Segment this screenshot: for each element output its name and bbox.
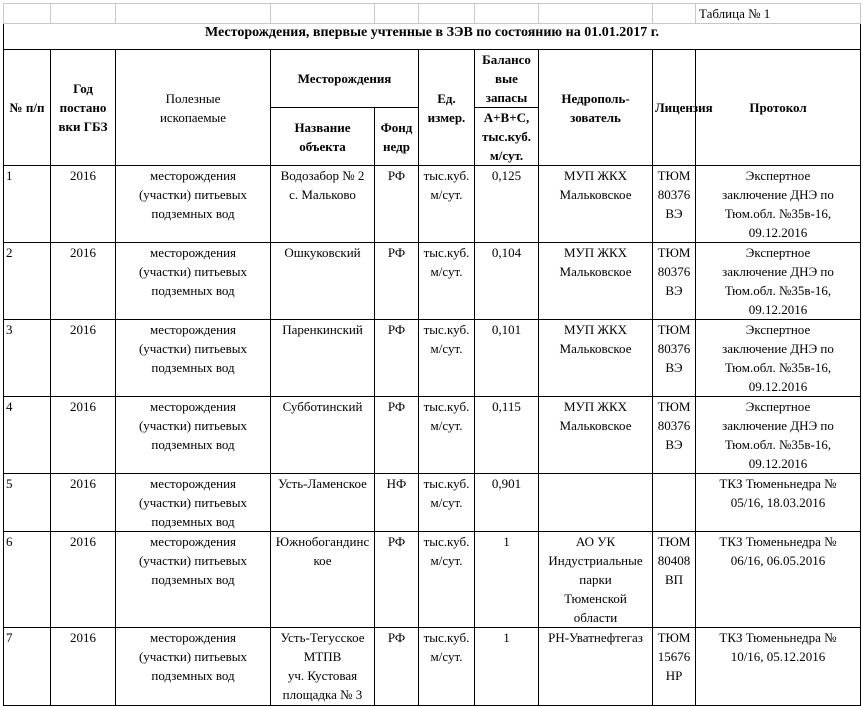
row-mineral: месторождения (участки) питьевых подземных вод bbox=[116, 628, 271, 706]
row-license: ТЮМ 80408 ВП bbox=[653, 532, 696, 628]
row-mineral: месторождения (участки) питьевых подземных вод bbox=[116, 243, 271, 320]
row-year: 2016 bbox=[51, 243, 116, 320]
row-year: 2016 bbox=[51, 166, 116, 243]
row-fund: НФ bbox=[375, 474, 419, 532]
title-row bbox=[4, 24, 861, 50]
row-reserves: 1 bbox=[475, 532, 539, 628]
table-row bbox=[4, 243, 861, 320]
table-row bbox=[4, 532, 861, 628]
header-reserves-sub: А+В+С, тыс.куб. м/сут. bbox=[475, 108, 539, 166]
row-protocol: Экспертное заключение ДНЭ по Тюм.обл. №35в-16, 09.12.2016 bbox=[696, 243, 861, 320]
row-unit: тыс.куб. м/сут. bbox=[419, 628, 475, 706]
table-row bbox=[4, 166, 861, 243]
top-row bbox=[4, 4, 861, 24]
row-fund: РФ bbox=[375, 166, 419, 243]
row-user: МУП ЖКХ Мальковское bbox=[539, 320, 653, 397]
row-year: 2016 bbox=[51, 628, 116, 706]
row-num: 3 bbox=[4, 320, 51, 397]
row-reserves: 0,901 bbox=[475, 474, 539, 532]
row-user: АО УК Индустриальные парки Тюменской области bbox=[539, 532, 653, 628]
row-object: Усть-Ламенское bbox=[271, 474, 375, 532]
row-object: Ошкуковский bbox=[271, 243, 375, 320]
row-unit: тыс.куб. м/сут. bbox=[419, 474, 475, 532]
table-row bbox=[4, 320, 861, 397]
row-fund: РФ bbox=[375, 532, 419, 628]
deposits-table bbox=[3, 3, 861, 706]
row-user bbox=[539, 474, 653, 532]
row-fund: РФ bbox=[375, 320, 419, 397]
row-reserves: 0,115 bbox=[475, 397, 539, 474]
header-year: Год постано вки ГБЗ bbox=[51, 50, 116, 166]
row-user: МУП ЖКХ Мальковское bbox=[539, 166, 653, 243]
row-object: Субботинский bbox=[271, 397, 375, 474]
row-unit: тыс.куб. м/сут. bbox=[419, 166, 475, 243]
row-license: ТЮМ 80376 ВЭ bbox=[653, 166, 696, 243]
row-mineral: месторождения (участки) питьевых подземных вод bbox=[116, 532, 271, 628]
row-license: ТЮМ 80376 ВЭ bbox=[653, 243, 696, 320]
row-license: ТЮМ 80376 ВЭ bbox=[653, 320, 696, 397]
row-protocol: Экспертное заключение ДНЭ по Тюм.обл. №35в-16, 09.12.2016 bbox=[696, 166, 861, 243]
row-year: 2016 bbox=[51, 397, 116, 474]
row-object: Южнобогандинс кое bbox=[271, 532, 375, 628]
table-row bbox=[4, 628, 861, 706]
header-unit: Ед. измер. bbox=[419, 50, 475, 166]
row-year: 2016 bbox=[51, 320, 116, 397]
row-reserves: 0,101 bbox=[475, 320, 539, 397]
row-user: РН-Уватнефтегаз bbox=[539, 628, 653, 706]
row-num: 2 bbox=[4, 243, 51, 320]
row-year: 2016 bbox=[51, 532, 116, 628]
row-object: Паренкинский bbox=[271, 320, 375, 397]
row-reserves: 0,125 bbox=[475, 166, 539, 243]
header-num: № п/п bbox=[4, 50, 51, 166]
row-num: 7 bbox=[4, 628, 51, 706]
table-row bbox=[4, 474, 861, 532]
row-protocol: ТКЗ Тюменьнедра № 05/16, 18.03.2016 bbox=[696, 474, 861, 532]
row-unit: тыс.куб. м/сут. bbox=[419, 532, 475, 628]
row-mineral: месторождения (участки) питьевых подземных вод bbox=[116, 320, 271, 397]
row-license bbox=[653, 474, 696, 532]
row-fund: РФ bbox=[375, 628, 419, 706]
header-user: Недрополь- зователь bbox=[539, 50, 653, 166]
row-reserves: 1 bbox=[475, 628, 539, 706]
table-title: Месторождения, впервые учтенные в ЗЭВ по состоянию на 01.01.2017 г. bbox=[4, 24, 861, 50]
row-mineral: месторождения (участки) питьевых подземных вод bbox=[116, 474, 271, 532]
row-fund: РФ bbox=[375, 397, 419, 474]
row-license: ТЮМ 80376 ВЭ bbox=[653, 397, 696, 474]
row-protocol: ТКЗ Тюменьнедра № 06/16, 06.05.2016 bbox=[696, 532, 861, 628]
row-year: 2016 bbox=[51, 474, 116, 532]
header-reserves: Балансо вые запасы bbox=[475, 50, 539, 108]
row-protocol: ТКЗ Тюменьнедра № 10/16, 05.12.2016 bbox=[696, 628, 861, 706]
row-user: МУП ЖКХ Мальковское bbox=[539, 243, 653, 320]
row-protocol: Экспертное заключение ДНЭ по Тюм.обл. №35в-16, 09.12.2016 bbox=[696, 397, 861, 474]
row-num: 1 bbox=[4, 166, 51, 243]
row-user: МУП ЖКХ Мальковское bbox=[539, 397, 653, 474]
row-num: 5 bbox=[4, 474, 51, 532]
row-unit: тыс.куб. м/сут. bbox=[419, 320, 475, 397]
header-object-name: Название объекта bbox=[271, 108, 375, 166]
row-fund: РФ bbox=[375, 243, 419, 320]
row-reserves: 0,104 bbox=[475, 243, 539, 320]
table-label: Таблица № 1 bbox=[696, 4, 861, 24]
header-minerals: Полезные ископаемые bbox=[116, 50, 271, 166]
row-object: Усть-Тегусское МТПВ уч. Кустовая площадка № 3 bbox=[271, 628, 375, 706]
header-fund: Фонд недр bbox=[375, 108, 419, 166]
row-num: 4 bbox=[4, 397, 51, 474]
row-object: Водозабор № 2 с. Мальково bbox=[271, 166, 375, 243]
row-num: 6 bbox=[4, 532, 51, 628]
row-unit: тыс.куб. м/сут. bbox=[419, 397, 475, 474]
row-mineral: месторождения (участки) питьевых подземных вод bbox=[116, 166, 271, 243]
row-mineral: месторождения (участки) питьевых подземных вод bbox=[116, 397, 271, 474]
header-protocol: Протокол bbox=[696, 50, 861, 166]
header-deposits: Месторождения bbox=[271, 50, 419, 108]
row-protocol: Экспертное заключение ДНЭ по Тюм.обл. №35в-16, 09.12.2016 bbox=[696, 320, 861, 397]
header-license: Лицензия bbox=[653, 50, 696, 166]
row-license: ТЮМ 15676 НР bbox=[653, 628, 696, 706]
row-unit: тыс.куб. м/сут. bbox=[419, 243, 475, 320]
header-row-1 bbox=[4, 50, 861, 108]
table-row bbox=[4, 397, 861, 474]
